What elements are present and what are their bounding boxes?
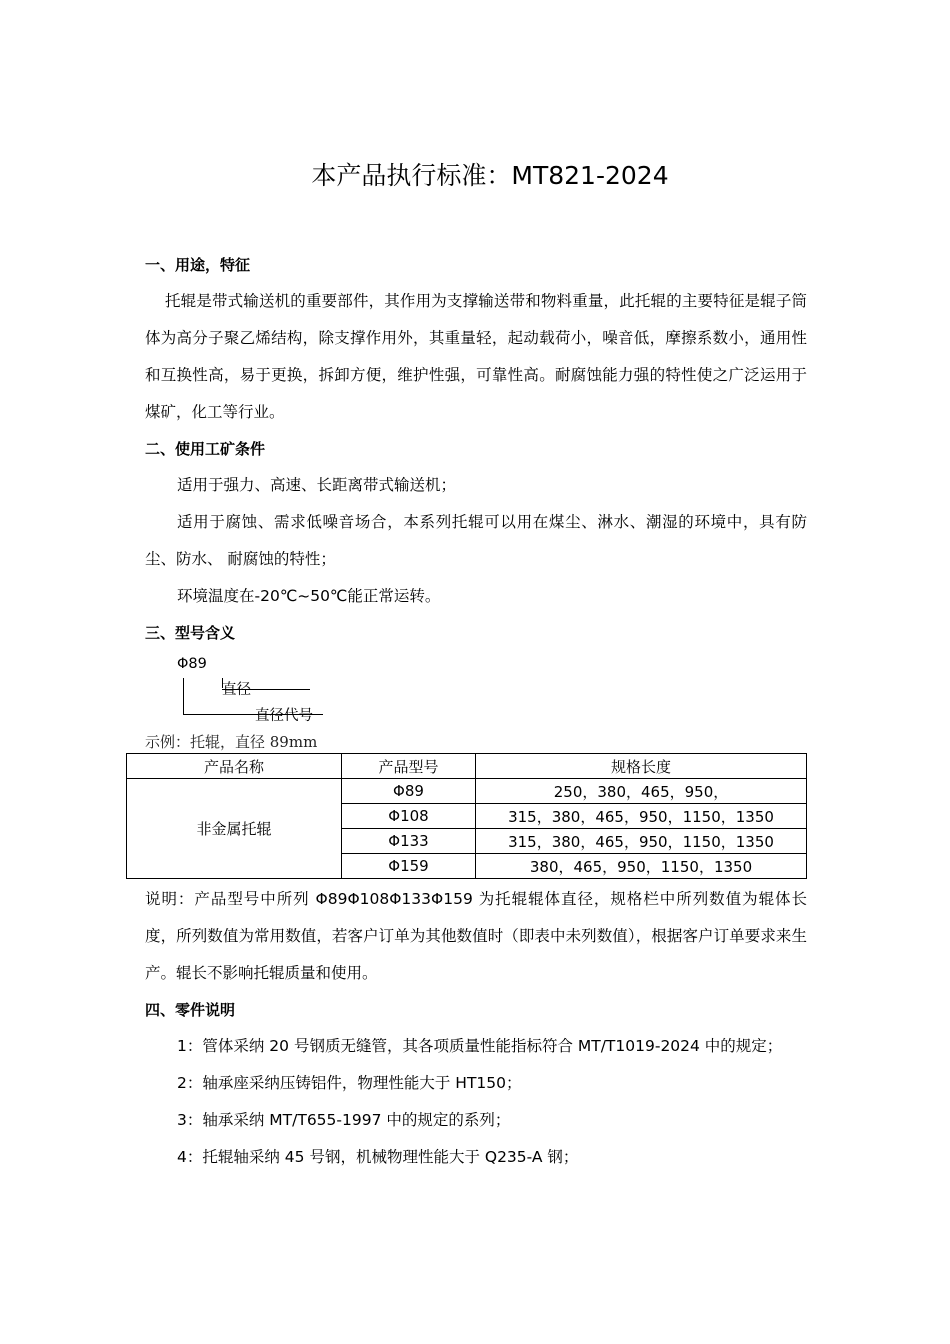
lengths-cell: 380，465，950，1150，1350 [476,854,807,879]
section-heading-parts: 四、零件说明 [145,1001,236,1019]
diagram-line [183,678,184,714]
model-cell: Φ159 [342,854,476,879]
header-product-name: 产品名称 [127,754,342,779]
label-diameter-code: 直径代号 [255,708,313,724]
lengths-cell: 250，380，465，950， [476,779,807,804]
lengths-cell: 315，380，465，950，1150，1350 [476,804,807,829]
label-diameter: 直径 [222,682,251,698]
model-cell: Φ89 [342,779,476,804]
document-body [145,247,807,1176]
section-heading-conditions: 二、使用工矿条件 [145,440,266,458]
parts-item: 4：托辊轴采纳 45 号钢，机械物理性能大于 Q235-A 钢； [177,1148,579,1166]
condition-item: 适用于强力、高速、长距离带式输送机； [177,476,457,494]
model-cell: Φ133 [342,829,476,854]
model-cell: Φ108 [342,804,476,829]
header-product-model: 产品型号 [342,754,476,779]
section-heading-usage: 一、用途，特征 [145,256,251,274]
lengths-cell: 315，380，465，950，1150，1350 [476,829,807,854]
table-header-row [127,754,807,779]
product-name-cell: 非金属托辊 [127,779,342,879]
section-heading-model: 三、型号含义 [145,624,236,642]
table-row [127,779,807,804]
spec-table [126,753,807,879]
parts-item: 1：管体采纳 20 号钢质无缝管，其各项质量性能指标符合 MT/T1019-2024 中的规定； [177,1037,783,1055]
page-title: 本产品执行标准：MT821-2024 [311,161,669,190]
usage-paragraph: 托辊是带式输送机的重要部件，其作用为支撑输送带和物料重量，此托辊的主要特征是辊子筒体为高分子聚乙烯结构，除支撑作用外，其重量轻，起动载荷小，噪音低，摩擦系数小，通用性和互换性高，易于更换，拆卸方便，维护性强，可靠性高。耐腐蚀能力强的特性使之广泛运用于煤矿，化工等行业。 [145,292,807,421]
table-note: 说明：产品型号中所列 Φ89Φ108Φ133Φ159 为托辊辊体直径，规格栏中所列数值为辊体长度，所列数值为常用数值，若客户订单为其他数值时（即表中未列数值），根据客户订单要求来生产。辊长不影响托辊质量和使用。 [145,890,807,982]
header-spec-length: 规格长度 [476,754,807,779]
condition-item: 适用于腐蚀、需求低噪音场合，本系列托辊可以用在煤尘、淋水、潮湿的环境中，具有防尘、防水、 耐腐蚀的特性； [145,513,807,568]
model-example: 示例：托辊，直径 89mm [145,733,318,751]
parts-item: 2：轴承座采纳压铸铝件，物理性能大于 HT150； [177,1074,522,1092]
condition-item: 环境温度在-20℃~50℃能正常运转。 [177,587,441,605]
model-diagram [145,651,807,731]
model-code: Φ89 [177,656,207,672]
parts-item: 3：轴承采纳 MT/T655-1997 中的规定的系列； [177,1111,511,1129]
